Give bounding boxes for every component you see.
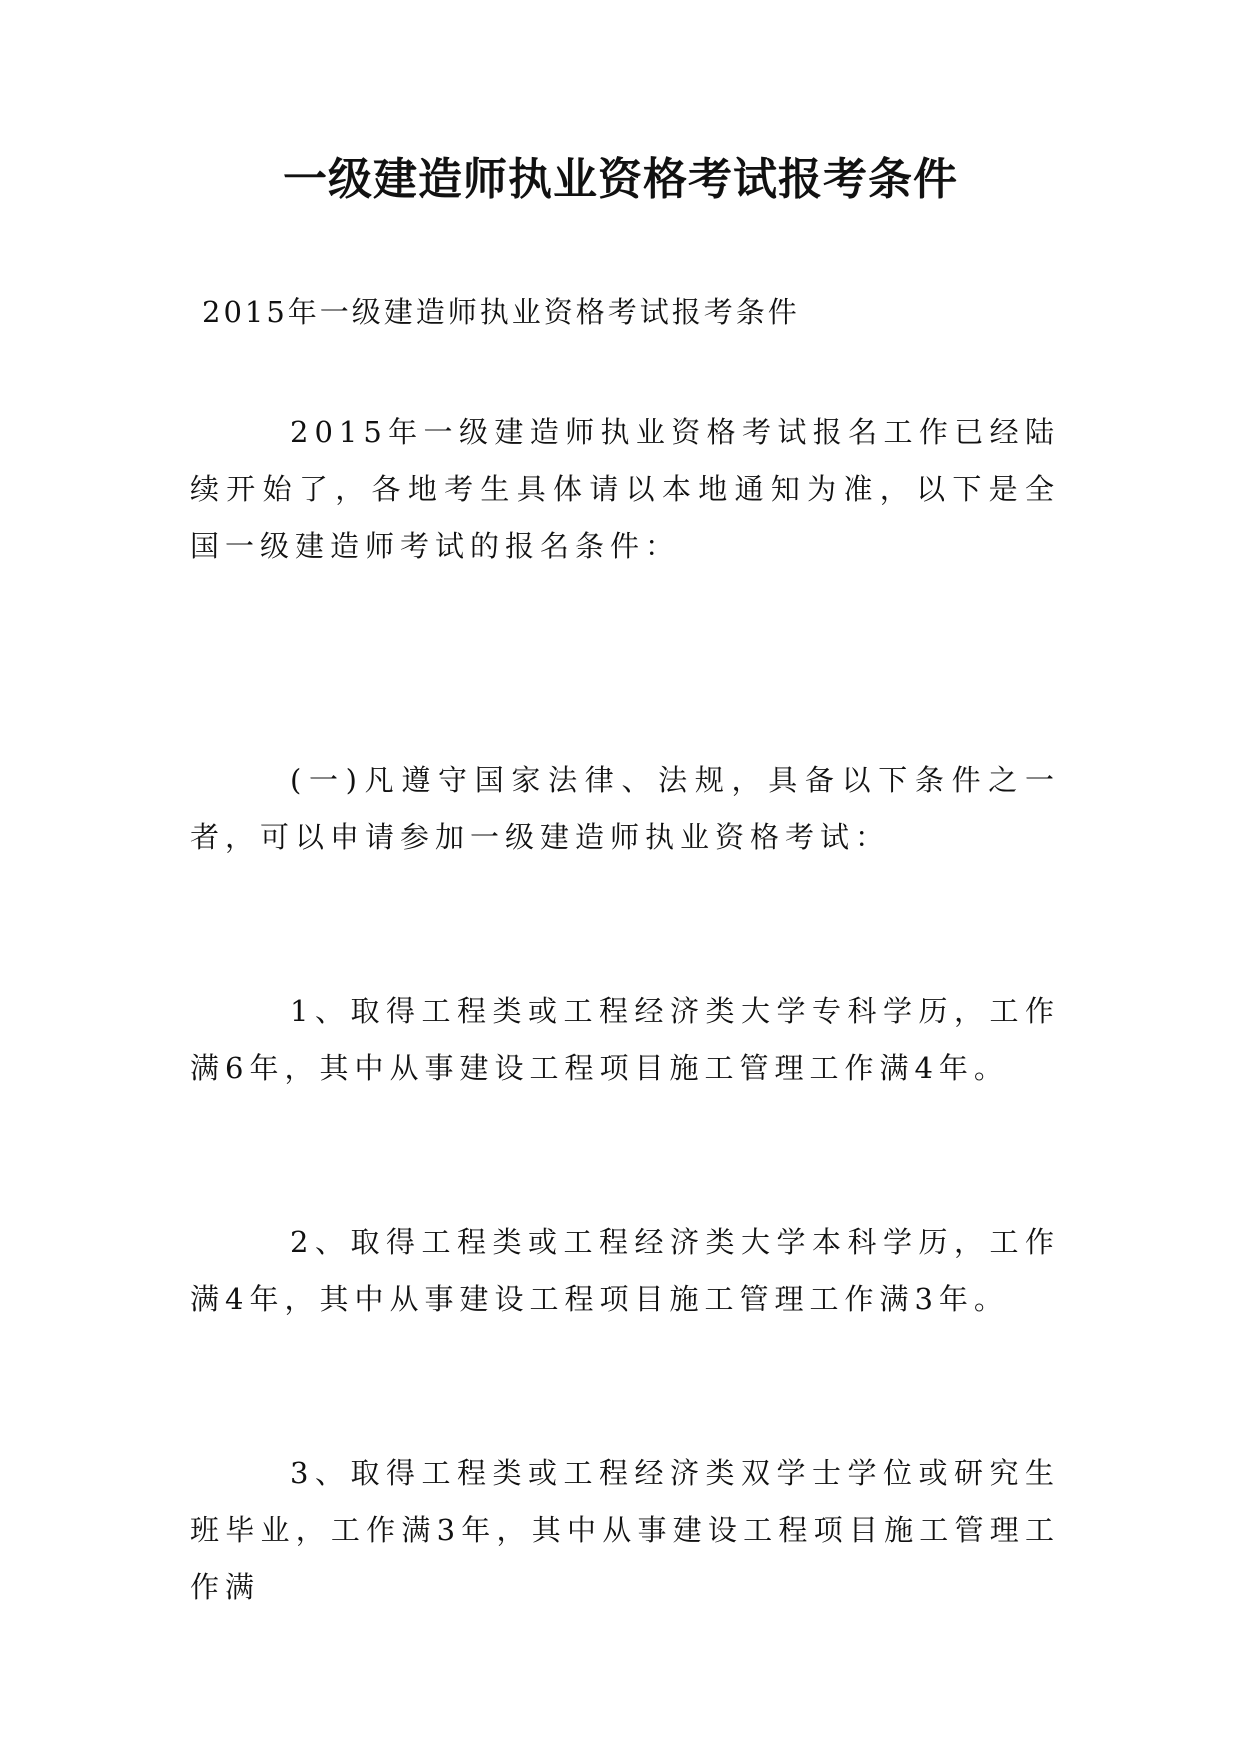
condition-item-3: 3、取得工程类或工程经济类双学士学位或研究生班毕业，工作满3年，其中从事建设工程项目施工管理工作满 [190, 1456, 1060, 1604]
condition-heading-paragraph: (一)凡遵守国家法律、法规，具备以下条件之一者，可以申请参加一级建造师执业资格考试： [190, 763, 1060, 854]
document-subtitle: 2015年一级建造师执业资格考试报考条件 [202, 295, 800, 329]
condition-item-2: 2、取得工程类或工程经济类大学本科学历，工作满4年，其中从事建设工程项目施工管理工作满3年。 [190, 1225, 1060, 1316]
condition-item-1: 1、取得工程类或工程经济类大学专科学历，工作满6年，其中从事建设工程项目施工管理工作满4年。 [190, 994, 1060, 1085]
intro-paragraph: 2015年一级建造师执业资格考试报名工作已经陆续开始了，各地考生具体请以本地通知为准，以下是全国一级建造师考试的报名条件： [190, 415, 1060, 563]
document-title: 一级建造师执业资格考试报考条件 [283, 154, 958, 205]
